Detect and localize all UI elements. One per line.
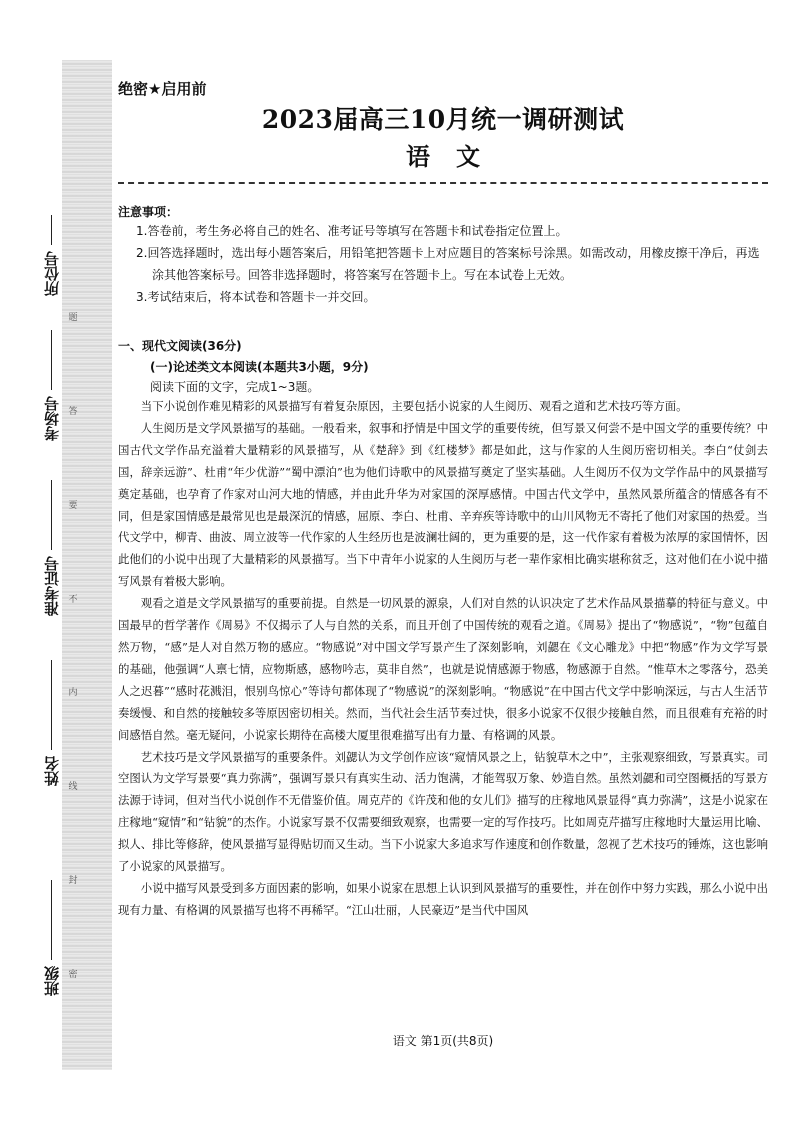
passage-paragraph: 人生阅历是文学风景描写的基础。一般看来，叙事和抒情是中国文学的重要传统，但写景又何尝不是中国文学的重要传统？中国古代文学作品充溢着大量精彩的风景描写，从《楚辞》到《红楼梦》都是如此，这与作家的人生阅历密切相关。李白“仗剑去国，辞亲远游”、杜甫“年少优游”“蜀中漂泊”也为他们诗歌中的风景描写奠定了坚实基础。人生阅历不仅为文学作品中的风景描写奠定基础，也孕育了作家对山河大地的情感，并由此升华为对家国的深厚感情。中国古代文学中，虽然风景所蕴含的情感各有不同，但是家国情感是最常见也是最深沉的情感，屈原、李白、杜甫、辛弃疾等诗歌中的山川风物无不寄托了他们对家国的热爱。当代文学中，柳青、曲波、周立波等一代作家的人生经历也是波澜壮阔的，更为重要的是，这一代作家有着极为浓厚的家国情怀，因此他们的小说中出现了大量精彩的风景描写。当下中青年小说家的人生阅历与老一辈作家相比确实堪称贫乏，这对他们在小说中描写风景有着极大影响。: [118, 420, 768, 589]
notice-item: 1.答卷前，考生务必将自己的姓名、准考证号等填写在答题卡和试卷指定位置上。: [136, 224, 568, 238]
confidential-mark: 绝密★启用前: [118, 80, 207, 98]
seat-number-label: 所位号: [42, 251, 61, 296]
passage-paragraph: 小说中描写风景受到多方面因素的影响，如果小说家在思想上认识到风景描写的重要性，并在创作中努力实践，那么小说中出现有力量、有格调的风景描写也将不再稀罕。“江山壮丽，人民豪迈”是当代中国风: [118, 880, 768, 917]
exam-room-field[interactable]: [38, 330, 64, 441]
seal-char: 不: [68, 594, 78, 605]
seal-char: 答: [68, 406, 78, 417]
admission-number-label: 准考证号: [42, 556, 61, 616]
class-field[interactable]: [38, 880, 64, 996]
passage-paragraph: 艺术技巧是文学风景描写的重要条件。刘勰认为文学创作应该“窥情风景之上，钻貌草木之中”，主张观察细致，写景真实。司空图认为文学写景要“真力弥满”，强调写景只有真实生动、活力饱满，才能驾驭万象、妙造自然。虽然刘勰和司空图概括的写景方法源于诗词，但对当代小说创作不无借鉴价值。周克芹的《许茂和他的女儿们》描写的庄稼地风景显得“真力弥满”，这是小说家在庄稼地“窥情”和“钻貌”的杰作。小说家写景不仅需要细致观察，也需要一定的写作技巧。比如周克芹描写庄稼地时大量运用比喻、拟人、排比等修辞，使风景描写显得贴切而又生动。当下小说家大多追求写作速度和创作数量，忽视了艺术技巧的锤炼，这也影响了小说家的风景描写。: [118, 749, 768, 874]
name-label: 姓名: [42, 756, 61, 786]
admission-number-field[interactable]: [38, 480, 64, 616]
notice-heading: 注意事项：: [118, 205, 179, 219]
seal-line: [66, 310, 80, 980]
header-divider: [118, 182, 768, 184]
seat-number-field[interactable]: [38, 215, 64, 296]
class-label: 班级: [42, 966, 61, 996]
exam-room-label: 考场号: [42, 396, 61, 441]
seal-char: 密: [68, 969, 78, 980]
name-field[interactable]: [38, 660, 64, 786]
subsection-heading: (一)论述类文本阅读(本题共3小题，9分): [150, 360, 369, 374]
notice-item: 2.回答选择题时，选出每小题答案后，用铅笔把答题卡上对应题目的答案标号涂黑。如需改动，用橡皮擦干净后，再选涂其他答案标号。回答非选择题时，将答案写在答题卡上。写在本试卷上无效。: [136, 246, 760, 282]
page-footer: 语文 第1页(共8页): [392, 1034, 494, 1048]
reading-passage: [118, 396, 768, 922]
subject-title: 语文: [406, 142, 506, 171]
notice-item: 3.考试结束后，将本试卷和答题卡一并交回。: [136, 290, 376, 304]
section-heading: 一、现代文阅读(36分): [118, 339, 242, 353]
notice-list: [118, 220, 768, 308]
reading-instruction: 阅读下面的文字，完成1~3题。: [150, 380, 320, 394]
seal-char: 封: [68, 876, 78, 887]
exam-title: 2023届高三10月统一调研测试: [261, 105, 625, 134]
seal-char: 内: [68, 688, 78, 699]
seal-char: 线: [68, 782, 78, 793]
passage-paragraph: 观看之道是文学风景描写的重要前提。自然是一切风景的源泉，人们对自然的认识决定了艺术作品风景描摹的特征与意义。中国最早的哲学著作《周易》不仅揭示了人与自然的关系，而且开创了中国传统的观看之道。《周易》提出了“物感说”，“物”包蕴自然万物，“感”是人对自然万物的感应。“物感说”对中国文学写景产生了深刻影响，刘勰在《文心雕龙》中把“物感”作为文学写景的基础，他强调“人禀七情，应物斯感，感物吟志，莫非自然”，也就是说情感源于物感，物感源于自然。“惟草木之零落兮，恐美人之迟暮”“感时花溅泪，恨别鸟惊心”等诗句都体现了“物感说”的深刻影响。“物感说”在中国古代文学中影响深远，与古人生活节奏缓慢、和自然的接触较多等原因密切相关。然而，当代社会生活节奏过快，很多小说家不仅很少接触自然，而且很难有充裕的时间感悟自然。毫无疑问，小说家长期待在高楼大厦里很难描写出有力量、有格调的风景。: [118, 596, 768, 742]
seal-char: 要: [68, 500, 78, 511]
passage-paragraph: 当下小说创作难见精彩的风景描写有着复杂原因，主要包括小说家的人生阅历、观看之道和艺术技巧等方面。: [140, 399, 688, 413]
seal-char: 题: [68, 313, 78, 323]
